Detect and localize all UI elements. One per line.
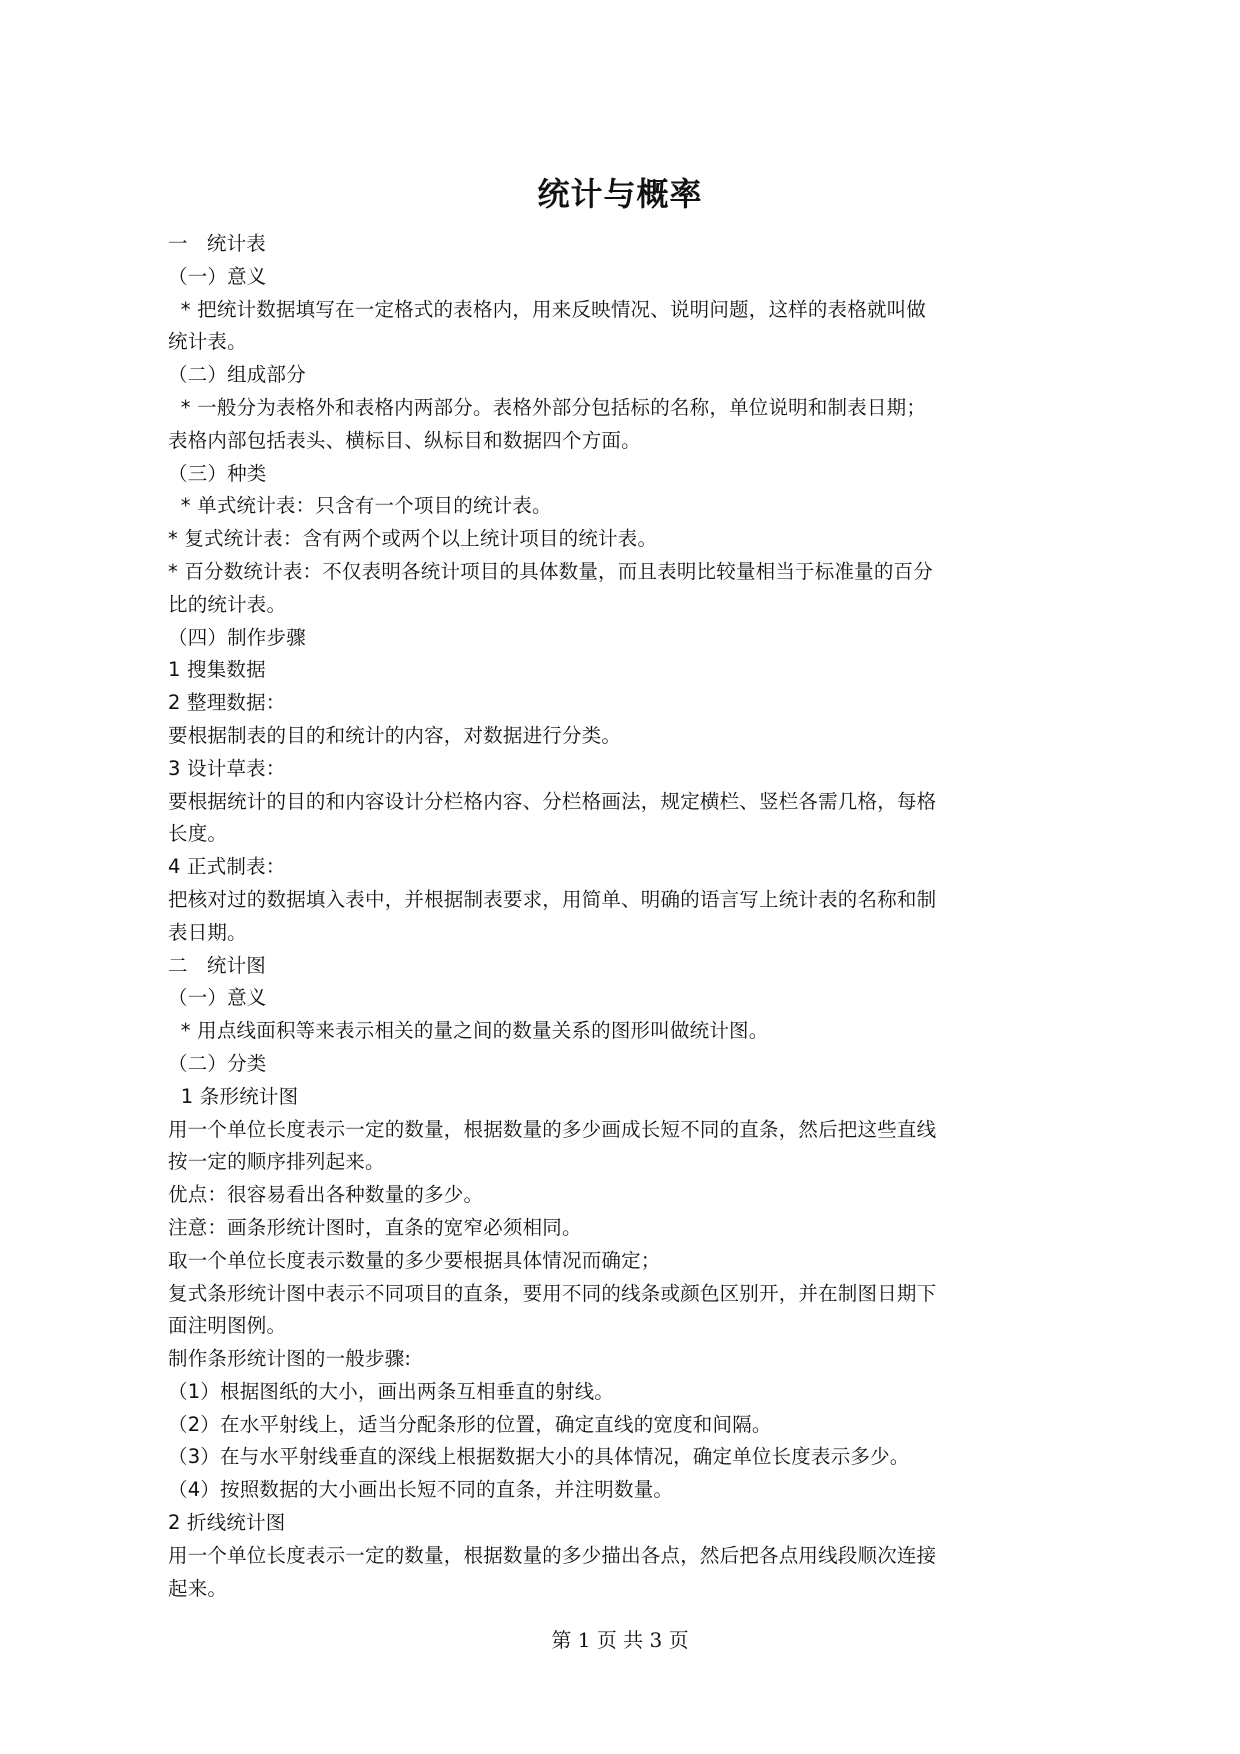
text-line-paragraph: * 用点线面积等来表示相关的量之间的数量关系的图形叫做统计图。 <box>168 1019 769 1043</box>
text-line-paragraph: * 把统计数据填写在一定格式的表格内，用来反映情况、说明问题，这样的表格就叫做 <box>168 297 927 321</box>
text-line-step: 3 设计草表： <box>168 756 286 780</box>
text-line-paragraph: 长度。 <box>168 822 228 846</box>
text-line-heading-2: （二）组成部分 <box>168 363 306 387</box>
text-line-step: （3）在与水平射线垂直的深线上根据数据大小的具体情况，确定单位长度表示多少。 <box>168 1445 910 1469</box>
text-line-paragraph: 制作条形统计图的一般步骤: <box>168 1347 412 1371</box>
text-line-paragraph: 把核对过的数据填入表中，并根据制表要求，用简单、明确的语言写上统计表的名称和制 <box>168 887 937 911</box>
text-line-paragraph: 比的统计表。 <box>168 592 287 616</box>
text-line-paragraph: * 一般分为表格外和表格内两部分。表格外部分包括标的名称，单位说明和制表日期； <box>168 395 927 419</box>
text-line-paragraph: 表日期。 <box>168 920 247 944</box>
text-line-step: 4 正式制表： <box>168 855 286 879</box>
text-line-paragraph: * 单式统计表：只含有一个项目的统计表。 <box>168 494 552 518</box>
text-line-paragraph: 统计表。 <box>168 330 247 354</box>
document-title: 统计与概率 <box>537 175 703 213</box>
text-line-step: （2）在水平射线上，适当分配条形的位置，确定直线的宽度和间隔。 <box>168 1412 772 1436</box>
text-line-heading-2: （一）意义 <box>168 264 267 288</box>
text-line-paragraph: 要根据统计的目的和内容设计分栏格内容、分栏格画法，规定横栏、竖栏各需几格，每格 <box>168 789 937 813</box>
text-line-heading-1: 一 统计表 <box>168 232 266 255</box>
text-line-heading-2: （三）种类 <box>168 461 267 485</box>
text-line-paragraph: 起来。 <box>168 1576 228 1600</box>
text-line-step: （1）根据图纸的大小，画出两条互相垂直的射线。 <box>168 1379 615 1403</box>
text-line-paragraph: 面注明图例。 <box>168 1314 287 1338</box>
text-line-paragraph: 要根据制表的目的和统计的内容，对数据进行分类。 <box>168 723 622 747</box>
text-line-heading-3: 2 折线统计图 <box>168 1511 286 1535</box>
text-line-paragraph: * 百分数统计表：不仅表明各统计项目的具体数量，而且表明比较量相当于标准量的百分 <box>168 559 933 583</box>
text-line-heading-1: 二 统计图 <box>168 953 266 977</box>
text-line-heading-3: 1 条形统计图 <box>168 1084 299 1108</box>
text-line-paragraph: 按一定的顺序排列起来。 <box>168 1150 385 1174</box>
text-line-heading-2: （二）分类 <box>168 1051 267 1075</box>
page-footer: 第 1 页 共 3 页 <box>551 1628 689 1652</box>
text-line-heading-2: （一）意义 <box>168 986 267 1010</box>
text-line-paragraph: 复式条形统计图中表示不同项目的直条，要用不同的线条或颜色区别开，并在制图日期下 <box>168 1281 937 1305</box>
document-body <box>168 228 1048 1605</box>
text-line-paragraph: 用一个单位长度表示一定的数量，根据数量的多少画成长短不同的直条，然后把这些直线 <box>168 1117 937 1141</box>
text-line-step: （4）按照数据的大小画出长短不同的直条，并注明数量。 <box>168 1478 674 1502</box>
text-line-paragraph: 注意：画条形统计图时，直条的宽窄必须相同。 <box>168 1215 582 1239</box>
text-line-paragraph: 用一个单位长度表示一定的数量，根据数量的多少描出各点，然后把各点用线段顺次连接 <box>168 1543 937 1567</box>
text-line-step: 1 搜集数据 <box>168 658 266 682</box>
text-line-paragraph: * 复式统计表：含有两个或两个以上统计项目的统计表。 <box>168 527 658 551</box>
text-line-step: 2 整理数据： <box>168 691 286 715</box>
text-line-heading-2: （四）制作步骤 <box>168 625 306 649</box>
text-line-paragraph: 取一个单位长度表示数量的多少要根据具体情况而确定； <box>168 1248 661 1272</box>
text-line-paragraph: 表格内部包括表头、横标目、纵标目和数据四个方面。 <box>168 428 641 452</box>
text-line-paragraph: 优点：很容易看出各种数量的多少。 <box>168 1183 484 1207</box>
